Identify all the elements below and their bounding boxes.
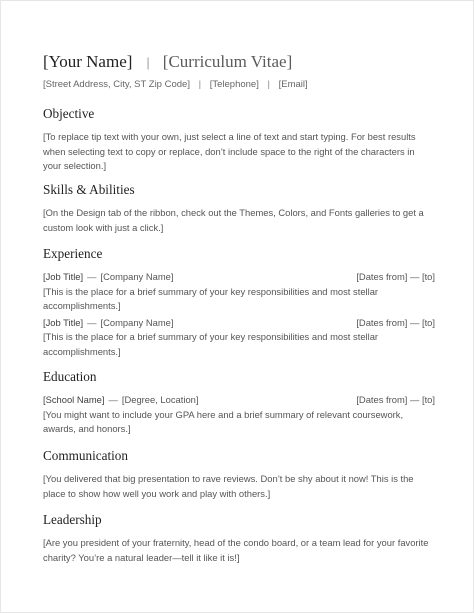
contact-row <box>43 79 435 91</box>
job-title[interactable]: [Job Title] <box>43 271 84 282</box>
skills-text[interactable]: [On the Design tab of the ribbon, check out the Themes, Colors, and Fonts galleries to get a custom look with just a click.] <box>43 207 424 233</box>
header-separator: | <box>146 55 150 70</box>
leadership-text[interactable]: [Are you president of your fraternity, head of the condo board, or a team lead for your favorite charity? You’re a natural leader—tell it like it is!] <box>43 537 429 563</box>
document-type[interactable]: [Curriculum Vitae] <box>162 52 293 71</box>
contact-separator: | <box>267 79 270 90</box>
communication-text[interactable]: [You delivered that big presentation to rave reviews. Don’t be shy about it now! This is the place to show how well you work and play with others.] <box>43 473 414 499</box>
job-summary[interactable]: [This is the place for a brief summary of your key responsibilities and most stellar accomplishments.] <box>43 285 379 311</box>
company-name[interactable]: [Company Name] <box>100 316 174 328</box>
dash: — <box>108 394 118 405</box>
name-row <box>43 51 435 74</box>
communication-section <box>43 448 435 501</box>
telephone[interactable]: [Telephone] <box>209 79 259 90</box>
education-dates[interactable]: [Dates from] — [to] <box>356 394 435 405</box>
street-address[interactable]: [Street Address, City, ST Zip Code] <box>43 79 190 90</box>
dash: — <box>87 316 97 328</box>
resume-header <box>43 51 435 91</box>
job-header-row <box>43 270 435 285</box>
job-header-row <box>43 316 435 331</box>
communication-heading: Communication <box>43 448 128 463</box>
leadership-section <box>43 512 435 565</box>
education-header-row <box>43 393 435 408</box>
degree-location[interactable]: [Degree, Location] <box>121 394 199 405</box>
job-dates[interactable]: [Dates from] — [to] <box>356 271 435 282</box>
your-name[interactable]: [Your Name] <box>43 52 133 71</box>
objective-text[interactable]: [To replace tip text with your own, just select a line of text and start typing. For best results when selecting text to copy or replace, don’t include space to the right of the characters in your selection.] <box>43 131 416 171</box>
job-summary[interactable]: [This is the place for a brief summary of your key responsibilities and most stellar accomplishments.] <box>43 331 379 357</box>
leadership-heading: Leadership <box>43 512 102 527</box>
experience-section <box>43 246 435 359</box>
education-heading: Education <box>43 369 97 384</box>
education-section <box>43 369 435 437</box>
job-heading <box>43 316 173 331</box>
experience-entry <box>43 270 435 314</box>
school-name[interactable]: [School Name] <box>43 394 105 405</box>
experience-heading: Experience <box>43 246 103 261</box>
experience-entry <box>43 316 435 360</box>
job-title[interactable]: [Job Title] <box>43 316 84 328</box>
contact-separator: | <box>198 79 202 90</box>
job-heading <box>43 270 173 285</box>
dash: — <box>87 271 97 282</box>
email[interactable]: [Email] <box>278 79 308 90</box>
skills-section <box>43 182 435 235</box>
objective-heading: Objective <box>43 106 95 121</box>
skills-heading: Skills & Abilities <box>43 182 135 197</box>
education-entry <box>43 393 435 437</box>
education-heading-line <box>43 393 199 408</box>
education-summary[interactable]: [You might want to include your GPA here and a brief summary of relevant coursework, awards, and honors.] <box>43 408 404 434</box>
objective-section <box>43 106 435 174</box>
job-dates[interactable]: [Dates from] — [to] <box>356 316 435 328</box>
company-name[interactable]: [Company Name] <box>100 271 174 282</box>
